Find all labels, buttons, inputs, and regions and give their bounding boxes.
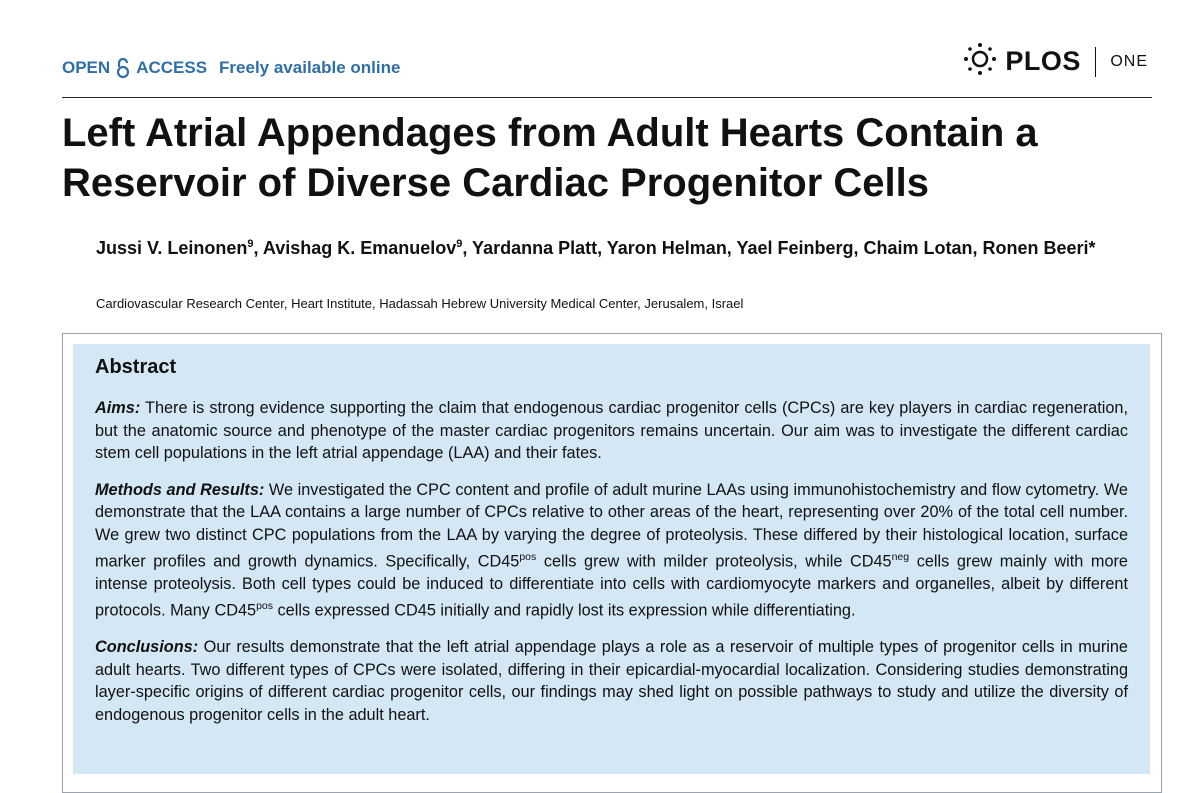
header-rule bbox=[62, 97, 1152, 98]
conclusions-text: Our results demonstrate that the left atrial appendage plays a role as a reservoir of multiple types of progenitor cells in murine adult hearts. Two different types of CPCs were isolated, differing in their epicardial-myocardial localization. Considering studies demonstrating layer-specific origins of different cardiac progenitor cells, our findings may shed light on possible pathways to study and utilize the diversity of endogenous progenitor cells in the adult heart. bbox=[95, 638, 1128, 724]
methods-label: Methods and Results: bbox=[95, 480, 265, 499]
other-authors: , Yardanna Platt, Yaron Helman, Yael Feinberg, Chaim Lotan, Ronen Beeri* bbox=[462, 238, 1096, 258]
superscript-pos: pos bbox=[519, 551, 537, 563]
aims-label: Aims: bbox=[95, 399, 141, 417]
open-access-banner bbox=[62, 58, 400, 78]
logo-divider bbox=[1095, 47, 1097, 77]
methods-text-1: We investigated the CPC content and profile of adult murine LAAs using immunohistochemistry and flow cytometry. We demonstrate that the LAA contains a large number of CPCs relative to other areas of the heart, representing over 20% of the total cell number. We grew two distinct CPC populations from the LAA by varying the degree of proteolysis. These differed by their histological location, surface marker profiles and growth dynamics. Specifically, CD45 bbox=[95, 480, 1128, 571]
plos-sunburst-icon bbox=[963, 42, 997, 81]
methods-text-4: cells expressed CD45 initially and rapidly lost its expression while differentiating. bbox=[273, 601, 856, 620]
journal-header bbox=[62, 46, 1152, 96]
aims-text: There is strong evidence supporting the claim that endogenous cardiac progenitor cells (CPCs) are key players in cardiac regeneration, but the anatomic source and phenotype of the master cardiac progenitors remains uncertain. Our aim was to investigate the different cardiac stem cell populations in the left atrial appendage (LAA) and their fates. bbox=[95, 399, 1128, 462]
conclusions-label: Conclusions: bbox=[95, 638, 199, 657]
methods-paragraph bbox=[95, 479, 1128, 623]
freely-available-label: Freely available online bbox=[219, 58, 401, 77]
aims-paragraph bbox=[95, 397, 1128, 465]
open-lock-icon bbox=[116, 58, 130, 78]
plos-wordmark: PLOS bbox=[1005, 46, 1081, 76]
methods-text-2: cells grew with milder proteolysis, while CD45 bbox=[536, 552, 892, 571]
equal-contribution-mark: 9 bbox=[456, 238, 463, 250]
abstract-box bbox=[73, 344, 1150, 774]
article-title: Left Atrial Appendages from Adult Hearts Contain a Reservoir of Diverse Cardiac Progenitor Cells bbox=[62, 111, 1038, 205]
equal-contribution-mark: 9 bbox=[247, 238, 254, 250]
author-separator: , bbox=[253, 238, 263, 258]
author-emanuelov: Avishag K. Emanuelov bbox=[262, 238, 457, 258]
plos-one-logo bbox=[963, 42, 1148, 81]
author-leinonen: Jussi V. Leinonen bbox=[96, 238, 248, 258]
methods-text-3: cells grew mainly with more intense proteolysis. Both cell types could be induced to differentiate into cells with cardiomyocyte markers and organelles, albeit by different protocols. Many CD45 bbox=[95, 552, 1128, 620]
author-list bbox=[96, 230, 1156, 262]
superscript-pos: pos bbox=[256, 600, 274, 613]
superscript-neg: neg bbox=[891, 551, 910, 563]
conclusions-paragraph bbox=[95, 636, 1128, 726]
access-label: ACCESS bbox=[136, 58, 208, 77]
affiliation: Cardiovascular Research Center, Heart Institute, Hadassah Hebrew University Medical Center, Jerusalem, Israel bbox=[96, 296, 744, 311]
open-label: OPEN bbox=[62, 58, 111, 77]
one-wordmark: ONE bbox=[1110, 52, 1148, 70]
abstract-heading: Abstract bbox=[95, 356, 177, 378]
